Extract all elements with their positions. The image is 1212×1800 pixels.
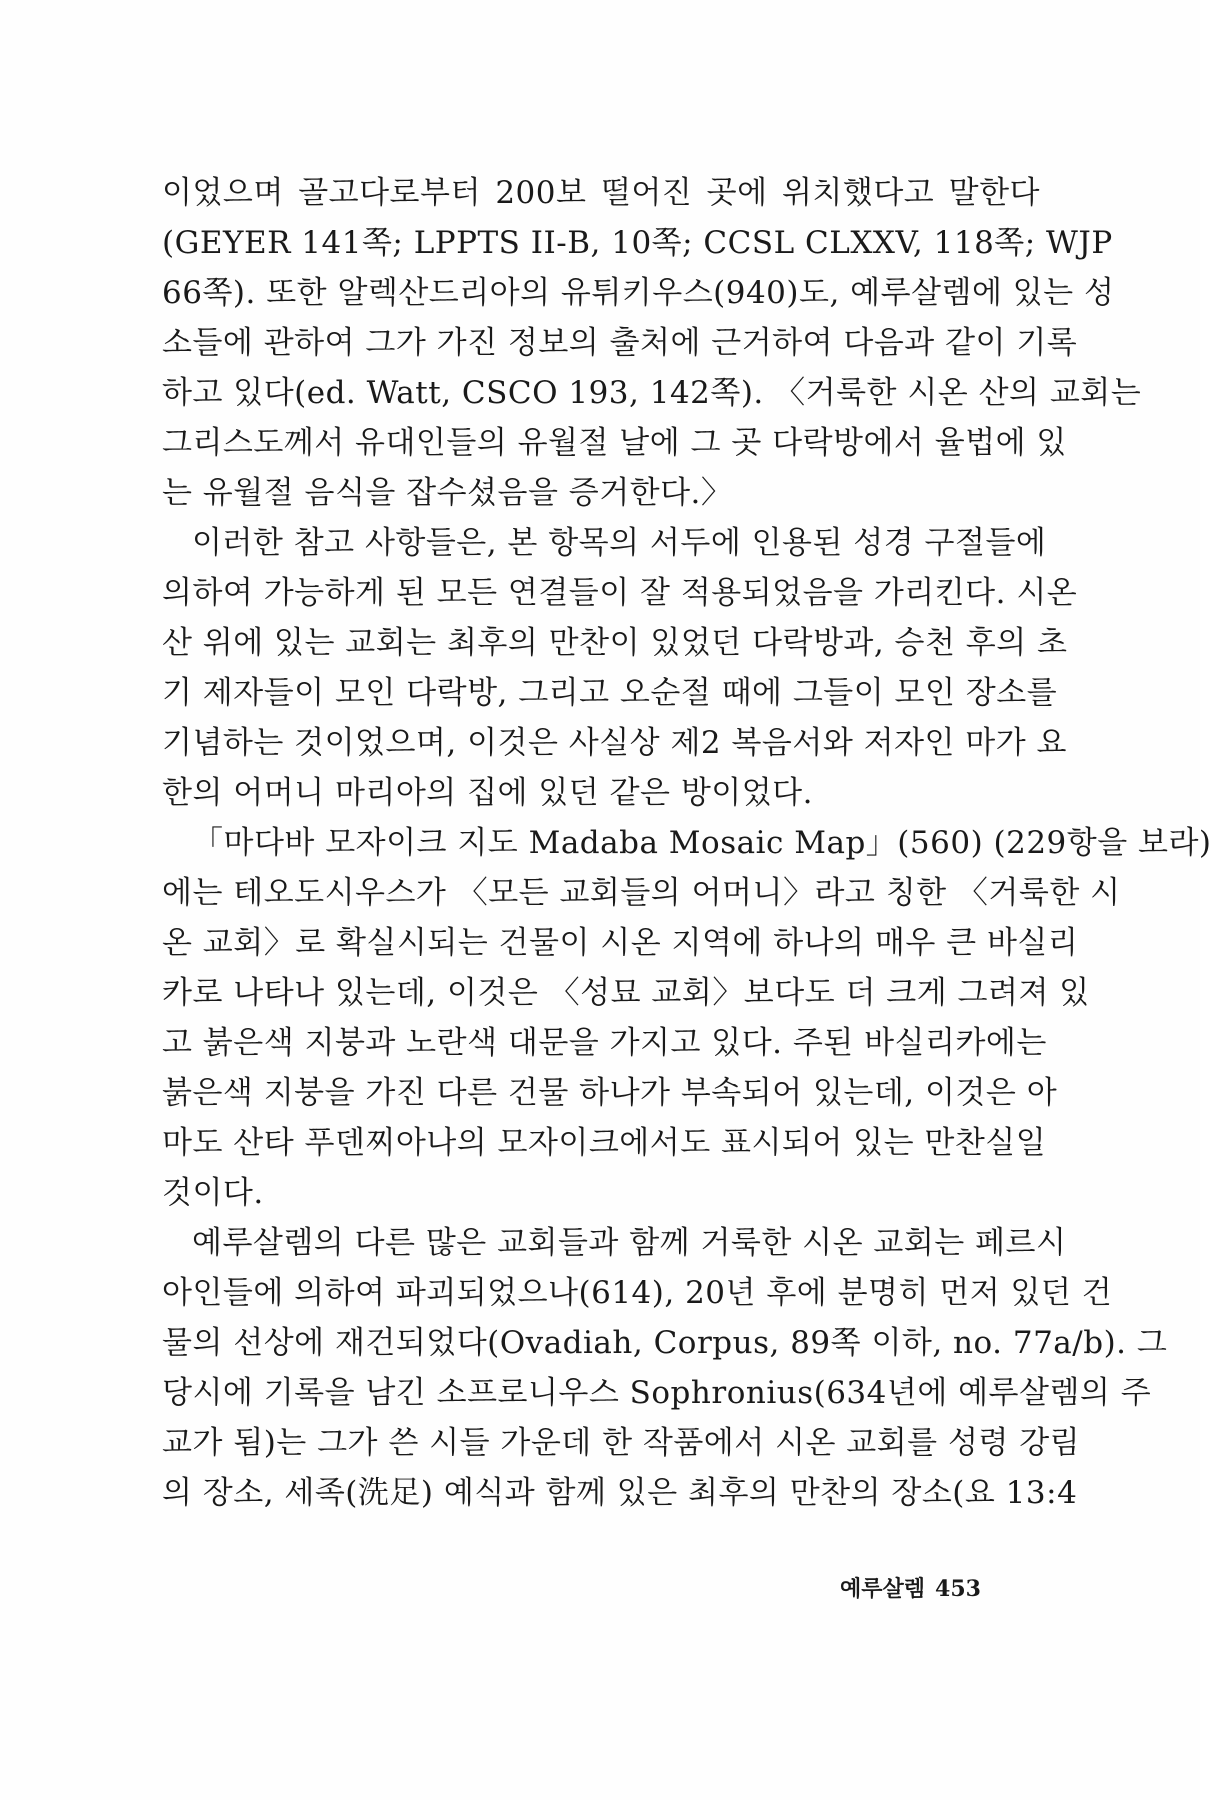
paragraph-start-line: 「마다바 모자이크 지도 Madaba Mosaic Map」(560) (229항을 보라) — [192, 825, 1212, 861]
text-line: 는 유월절 음식을 잡수셨음을 증거한다.〉 — [162, 475, 733, 511]
text-line: 당시에 기록을 남긴 소프로니우스 Sophronius(634년에 예루살렘의 주 — [162, 1375, 1152, 1411]
text-line: 66쪽). 또한 알렉산드리아의 유튀키우스(940)도, 예루살렘에 있는 성 — [162, 275, 1115, 311]
text-line: (GEYER 141쪽; LPPTS II-B, 10쪽; CCSL CLXXV, 118쪽; WJP — [162, 225, 1113, 261]
text-line: 온 교회〉로 확실시되는 건물이 시온 지역에 하나의 매우 큰 바실리 — [162, 925, 1079, 961]
text-line: 마도 산타 푸덴찌아나의 모자이크에서도 표시되어 있는 만찬실일 — [162, 1125, 1047, 1161]
paragraph-start-line: 이러한 참고 사항들은, 본 항목의 서두에 인용된 성경 구절들에 — [192, 525, 1047, 561]
text-line: 고 붉은색 지붕과 노란색 대문을 가지고 있다. 주된 바실리카에는 — [162, 1025, 1047, 1061]
page-number: 453 — [935, 1576, 981, 1602]
text-line: 하고 있다(ed. Watt, CSCO 193, 142쪽). 〈거룩한 시온 산의 교회는 — [162, 375, 1142, 411]
text-line: 것이다. — [162, 1175, 264, 1211]
text-line: 산 위에 있는 교회는 최후의 만찬이 있었던 다락방과, 승천 후의 초 — [162, 625, 1068, 661]
text-line: 물의 선상에 재건되었다(Ovadiah, Corpus, 89쪽 이하, no. 77a/b). 그 — [162, 1325, 1168, 1361]
text-line: 그리스도께서 유대인들의 유월절 날에 그 곳 다락방에서 율법에 있 — [162, 425, 1067, 461]
page-footer — [840, 1572, 981, 1603]
paragraph-start-line: 예루살렘의 다른 많은 교회들과 함께 거룩한 시온 교회는 페르시 — [192, 1225, 1067, 1261]
running-title: 예루살렘 — [840, 1577, 926, 1602]
text-line: 아인들에 의하여 파괴되었으나(614), 20년 후에 분명히 먼저 있던 건 — [162, 1275, 1113, 1311]
text-line: 카로 나타나 있는데, 이것은 〈성묘 교회〉보다도 더 크게 그려져 있 — [162, 975, 1090, 1011]
text-line: 에는 테오도시우스가 〈모든 교회들의 어머니〉라고 칭한 〈거룩한 시 — [162, 875, 1121, 911]
text-line: 교가 됨)는 그가 쓴 시들 가운데 한 작품에서 시온 교회를 성령 강림 — [162, 1425, 1081, 1461]
text-line: 소들에 관하여 그가 가진 정보의 출처에 근거하여 다음과 같이 기록 — [162, 325, 1078, 361]
text-line: 이었으며 골고다로부터 200보 떨어진 곳에 위치했다고 말한다 — [162, 175, 1040, 211]
text-line: 한의 어머니 마리아의 집에 있던 같은 방이었다. — [162, 775, 813, 811]
text-line: 의하여 가능하게 된 모든 연결들이 잘 적용되었음을 가리킨다. 시온 — [162, 575, 1078, 611]
text-line: 기념하는 것이었으며, 이것은 사실상 제2 복음서와 저자인 마가 요 — [162, 725, 1068, 761]
text-line: 의 장소, 세족(洗足) 예식과 함께 있은 최후의 만찬의 장소(요 13:4 — [162, 1475, 1078, 1511]
text-line: 기 제자들이 모인 다락방, 그리고 오순절 때에 그들이 모인 장소를 — [162, 675, 1058, 711]
body-text — [162, 168, 1212, 1518]
text-line: 붉은색 지붕을 가진 다른 건물 하나가 부속되어 있는데, 이것은 아 — [162, 1075, 1058, 1111]
